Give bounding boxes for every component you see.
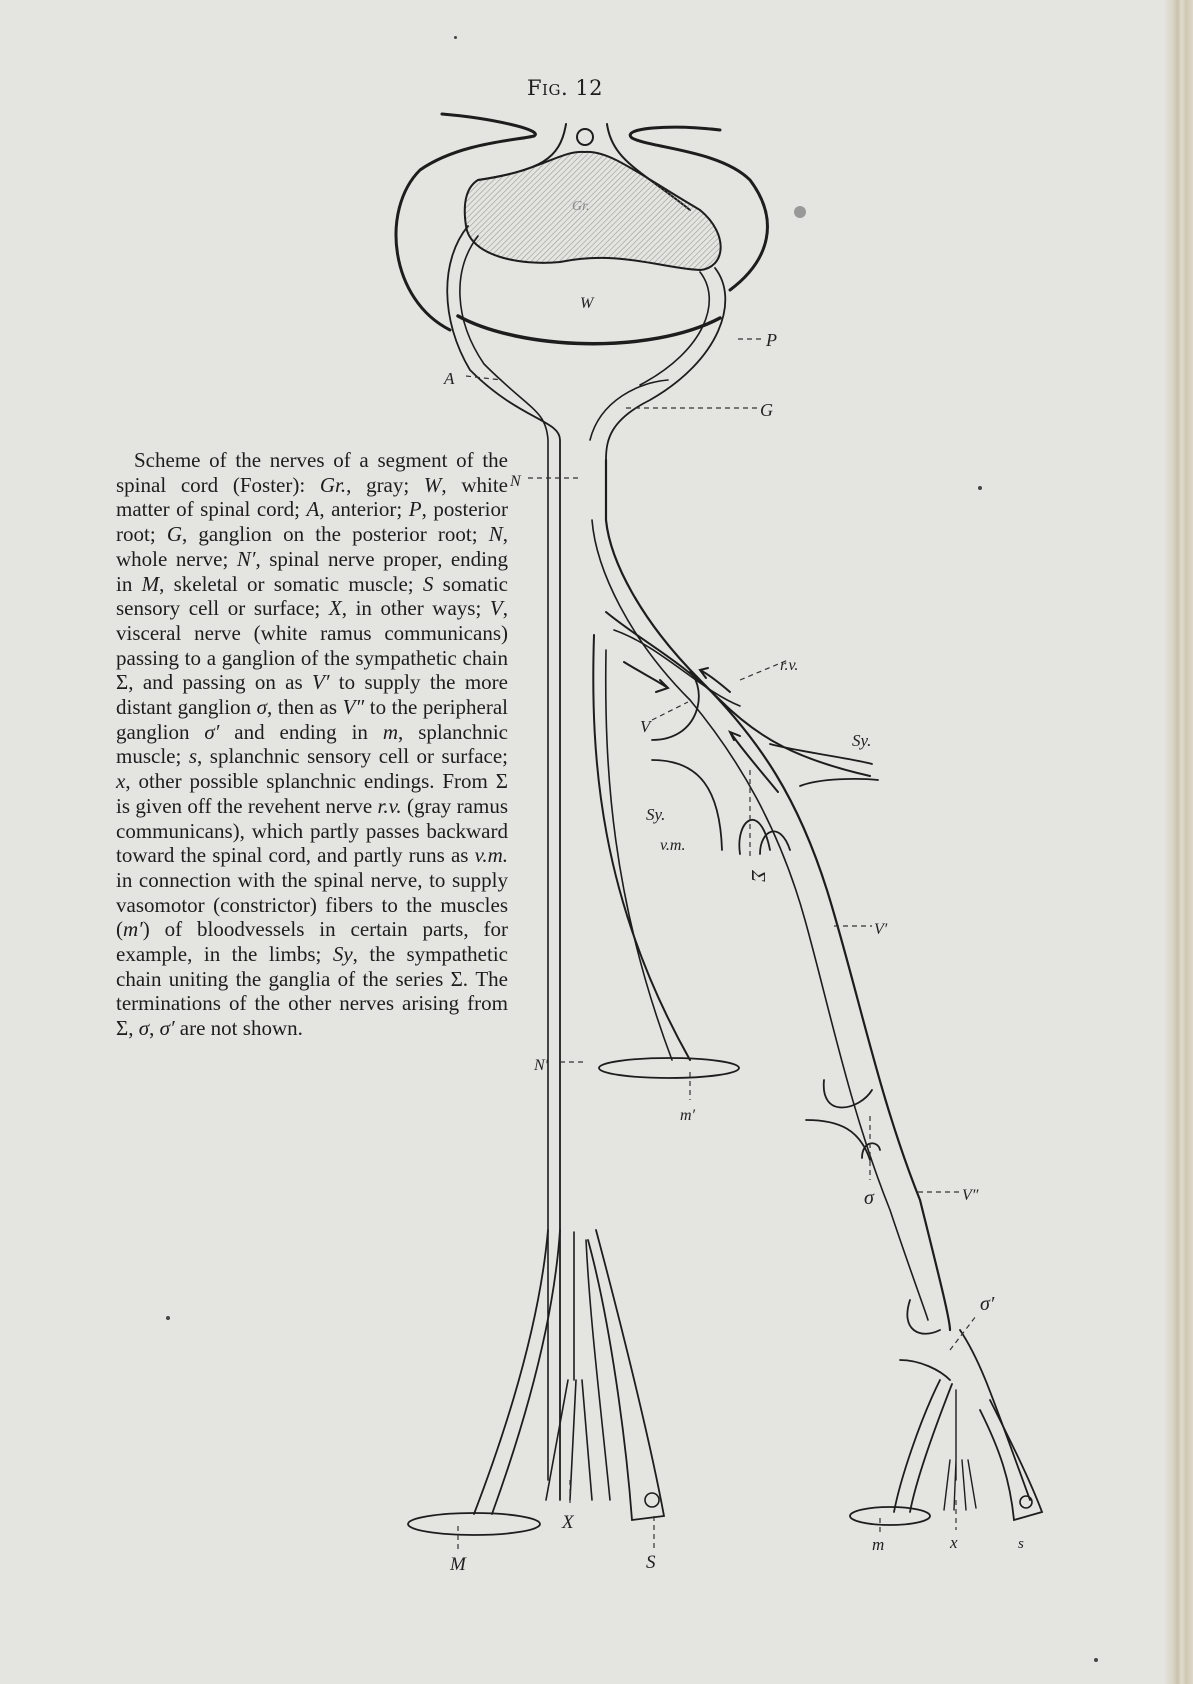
caption-symbol: V′ (312, 670, 330, 695)
caption-text: , (149, 1016, 160, 1041)
caption-text: (gray ramus communicans), which partly passes backward toward the spinal cord, and partly runs as (116, 793, 508, 868)
skeletal-muscle-branch (474, 1230, 560, 1514)
caption-text: , visceral nerve (white ramus communicans) passing to a ganglion of the sympathetic chain Σ, and passing on as (116, 596, 508, 695)
label-sigma-chain: Σ (747, 870, 769, 882)
label-gray: Gr. (572, 199, 590, 214)
visceral-branch (606, 612, 870, 776)
label-ganglion: G (760, 400, 773, 420)
caption-text: , anterior; (319, 497, 409, 522)
caption-symbol: V (489, 596, 503, 621)
muscle-prime-ending (599, 1058, 739, 1078)
paper-speck (1094, 1658, 1098, 1662)
label-visceral-double: V″ (962, 1187, 979, 1204)
central-canal (577, 129, 593, 145)
somatic-sensory-branch (588, 1230, 664, 1520)
label-sy-right: Sy. (852, 731, 872, 750)
label-nerve-proper: N′ (534, 1057, 549, 1074)
somatic-sensory-cell (645, 1493, 659, 1507)
caption-symbol: m (382, 719, 399, 744)
label-anterior: A (444, 369, 455, 388)
ganglion-outline (590, 380, 668, 440)
label-sigma-prime: σ′ (980, 1293, 995, 1315)
figure-title-prefix: F (526, 76, 543, 100)
label-vasomotor: v.m. (660, 837, 686, 854)
caption-text: , splanchnic muscle; (116, 719, 509, 769)
label-revehent: r.v. (780, 657, 799, 674)
sigma-prime-ganglion (900, 1300, 1030, 1500)
label-splanchnic-muscle: m (872, 1535, 885, 1554)
splanchnic-x-fibers (944, 1390, 976, 1510)
splanchnic-muscle-ending (850, 1507, 930, 1525)
caption-symbol: σ′ (159, 1016, 175, 1041)
posterior-root-outer (606, 268, 725, 460)
caption-symbol: S (422, 571, 434, 596)
caption-symbol: G (166, 522, 183, 547)
label-visceral: V (640, 717, 651, 736)
nerve-trunk-right (606, 460, 950, 1330)
caption-text: , spinal nerve proper, ending in (116, 546, 509, 596)
caption-symbol: N (488, 522, 503, 547)
white-matter-boundary (458, 316, 720, 344)
caption-text: , splanchnic sensory cell or surface; (197, 744, 508, 769)
caption-symbol: P (408, 497, 422, 522)
label-splanchnic-x: x (950, 1533, 958, 1552)
label-other-x: X (562, 1512, 574, 1533)
label-sy-left: Sy. (646, 805, 666, 824)
anterior-root-outer (447, 226, 560, 1500)
caption-text: , whole nerve; (116, 522, 508, 571)
figure-title-smallcaps: ig. (542, 76, 569, 100)
arrow-revehent (700, 668, 730, 692)
caption-symbol: A (306, 497, 320, 522)
gray-matter (465, 152, 721, 270)
caption-symbol: m′ (123, 917, 143, 942)
caption-text: somatic sensory cell or surface; (116, 571, 508, 621)
caption-text: , other possible splanchnic endings. From Σ is given off the revehent nerve (116, 769, 508, 818)
caption-text: , the sympathetic chain uniting the ganglia of the series Σ. The terminations of the other nerves arising from Σ, (116, 942, 508, 1041)
arrow-visceral (624, 662, 668, 692)
paper-speck (794, 206, 806, 218)
caption-symbol: M (141, 571, 160, 596)
caption-symbol: σ (256, 695, 267, 720)
vasomotor-branch-inner (606, 650, 672, 1060)
caption-symbol: W (423, 472, 442, 497)
label-somatic-sensory: S (646, 1552, 656, 1573)
splanchnic-muscle-branch (894, 1380, 952, 1512)
label-posterior: P (766, 330, 777, 350)
label-nerve: N (510, 473, 521, 490)
paper-speck (166, 1316, 170, 1320)
leader-sigma-prime (950, 1316, 976, 1350)
caption-symbol: X (328, 596, 342, 621)
label-skeletal-muscle: M (450, 1554, 466, 1575)
leader-V (652, 702, 688, 720)
caption-text: ) of bloodvessels in certain parts, for example, in the limbs; (116, 917, 508, 967)
caption-text: and ending in (219, 719, 383, 744)
caption-text: in connection with the spinal nerve, to supply vasomotor (constrictor) fibers to the muscles ( (116, 867, 508, 942)
caption-text: , skeletal or somatic muscle; (159, 571, 423, 596)
label-sigma: σ (864, 1187, 874, 1209)
anterior-root-inner (460, 236, 548, 1480)
caption-symbol: σ′ (204, 719, 220, 744)
caption-text: , gray; (346, 472, 424, 497)
figure-number: 12 (575, 76, 604, 100)
caption-text: , posterior root; (116, 497, 508, 547)
caption-text: , then as (266, 695, 343, 720)
caption-text: , in other ways; (341, 596, 490, 621)
skeletal-muscle-ending (408, 1513, 540, 1535)
caption-symbol: v.m. (474, 843, 508, 868)
caption-text: to supply the more distant ganglion (116, 670, 508, 720)
label-splanchnic-sensory: s (1018, 1536, 1024, 1552)
sigma-ganglion-arcs (806, 1080, 880, 1160)
splanchnic-sensory-cell (1020, 1496, 1032, 1508)
caption-symbol: Gr. (319, 472, 347, 497)
paper-speck (454, 36, 457, 39)
caption-text: , ganglion on the posterior root; (182, 522, 489, 547)
caption-symbol: V″ (342, 695, 365, 720)
caption-symbol: x (116, 769, 126, 794)
caption-symbol: N′ (236, 546, 256, 571)
caption-text: are not shown. (174, 1016, 303, 1041)
caption-symbol: σ (138, 1016, 150, 1041)
caption-text: , white matter of spinal cord; (116, 472, 508, 522)
caption-symbol: Sy (332, 942, 353, 967)
paper-speck (978, 486, 982, 490)
caption-text: to the peripheral ganglion (116, 695, 508, 744)
label-muscle-prime: m′ (680, 1107, 696, 1124)
label-visceral-prime: V′ (874, 921, 888, 938)
caption-text: Scheme of the nerves of a segment of the spinal cord (Foster): (116, 448, 508, 497)
sy-right-lower (800, 779, 878, 786)
caption-symbol: r.v. (377, 793, 402, 818)
label-white: W (580, 295, 594, 312)
caption-symbol: s (188, 744, 198, 769)
